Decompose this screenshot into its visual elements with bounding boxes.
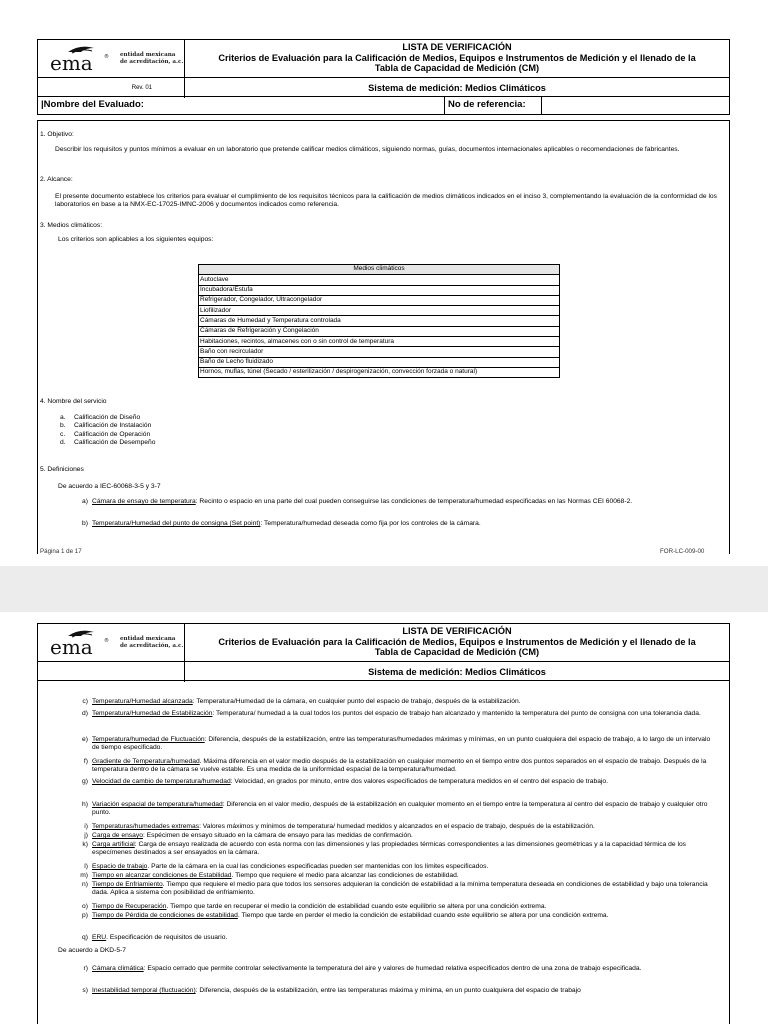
definition-term: Espacio de trabajo [92, 863, 148, 870]
definition-letter: h) [82, 801, 88, 808]
document-page-2 [0, 612, 768, 1024]
table-cell: Baño de Lecho fluidizado [199, 357, 560, 367]
definition-letter: o) [82, 903, 88, 910]
section-2-title: 2. Alcance: [40, 176, 73, 183]
service-item: Calificación de Desempeño [74, 439, 156, 447]
evaluated-row [37, 96, 730, 115]
section-4-title: 4. Nombre del servicio [40, 398, 107, 405]
definition-letter: i) [84, 823, 88, 830]
org-name-2: entidad mexicana de acreditación, a.c. [120, 636, 184, 649]
definition-letter: f) [83, 758, 88, 765]
table-cell: Liofilizador [199, 306, 560, 316]
definitions-reference-dkd: De acuerdo a DKD-5-7 [58, 947, 127, 954]
definition-item [82, 881, 716, 897]
table-cell: Incubadora/Estufa [199, 285, 560, 295]
definition-text: : Diferencia en el valor medio, después de la estabilización en cualquier momento en el tiempo entre la temperatura al centro del espacio de trabajo y cualquier otro punto. [92, 801, 708, 817]
definition-text: : Temperatura/humedad deseada como fija por los controles de la cámara. [260, 520, 481, 527]
table-cell: Hornos, muflas, túnel (Secado / esterilización / despirogenización, convección forzada o natural) [199, 367, 560, 377]
definition-item [82, 710, 716, 718]
section-3-title: 3. Medios climáticos: [40, 222, 103, 229]
definition-term: Variación espacial de temperatura/humedad [92, 801, 223, 808]
definition-letter: a) [82, 498, 88, 505]
measurement-system: Sistema de medición: Medios Climáticos [368, 83, 546, 93]
org-name: entidad mexicana de acreditación, a.c. [120, 52, 184, 65]
definition-term: Temperatura/Humedad del punto de consigna (Set point) [92, 520, 261, 527]
table-row [199, 295, 560, 305]
definition-term: Carga de ensayo [92, 832, 143, 839]
definition-term: Temperatura/Humedad de Estabilización [92, 710, 213, 717]
definition-text: : Valores máximos y mínimos de temperatura/ humedad medidos y alcanzados en el espacio de trabajo, después de la estabilización. [199, 823, 595, 830]
definition-item [82, 841, 716, 857]
definition-term: Temperatura/Humedad alcanzada [92, 698, 193, 705]
definition-text: : Temperatura/Humedad de la cámara, en cualquier punto del espacio de trabajo, después de la estabilización. [192, 698, 521, 705]
section-1-text: Describir los requisitos y puntos mínimos a evaluar en un laboratorio que pretende calificar medios climáticos, siguiendo normas, guías, documentos internacionales aplicables o recomendaciones de fabricantes. [55, 146, 680, 153]
table-cell: Habitaciones, recintos, almacenes con o sin control de temperatura [199, 337, 560, 347]
definition-item [84, 823, 716, 831]
table-row [199, 326, 560, 336]
table-row [199, 337, 560, 347]
definition-text: : Temperatura/ humedad a la cual todos los puntos del espacio de trabajo han alcanzado y mantenido la temperatura del punto de consigna con una tolerancia dada. [212, 710, 701, 717]
definition-item [82, 987, 716, 995]
definitions-reference-iec: De acuerdo a IEC-60068-3-5 y 3-7 [58, 483, 161, 490]
definition-term: Inestabilidad temporal (fluctuación) [92, 987, 196, 994]
definition-term: Temperatura/humedad de Fluctuación [92, 736, 205, 743]
page-header [37, 39, 730, 97]
svg-text:®: ® [104, 638, 109, 644]
ema-logo-icon [48, 43, 110, 75]
definition-text: : Diferencia, después de la estabilización, entre las temperaturas/humedades máximas y mínimas, en un punto cualquiera del espacio de trabajo, a lo largo de un intervalo de tiempo especificado. [92, 736, 711, 752]
table-row [199, 316, 560, 326]
service-letter: b. [60, 422, 66, 430]
definition-letter: l) [84, 863, 88, 870]
climatic-media-table [198, 264, 560, 378]
section-5-title: 5. Definiciones [40, 466, 84, 473]
definition-term: Carga artificial [92, 841, 135, 848]
definition-item [82, 801, 716, 817]
table-cell: Autoclave [199, 275, 560, 285]
definition-item [82, 934, 716, 942]
definition-term: Gradiente de Temperatura/humedad [92, 758, 200, 765]
service-item: Calificación de Diseño [74, 414, 141, 421]
definition-letter: s) [82, 987, 88, 994]
definition-letter: b) [82, 520, 88, 527]
page-header-2 [37, 623, 730, 681]
measurement-system-2: Sistema de medición: Medios Climáticos [368, 667, 546, 677]
definition-letter: p) [82, 912, 88, 919]
definition-text: : Espacio cerrado que permite controlar selectivamente la temperatura del aire y valores de humedad relativa especificados dentro de una zona de trabajo especificada. [143, 965, 642, 972]
definition-text: . Máxima diferencia en el valor medio después de la estabilización en cualquier momento en el tiempo entre dos puntos separados en el espacio de trabajo. Después de la temperatura dentro de la cámara se vuelve estable. Es una medida de la uniformidad espacial de la temperatura/humedad. [92, 758, 707, 774]
definition-text: . Tiempo que tarde en perder el medio la condición de estabilidad cuando este equilibrio se altera por una condición extrema. [237, 912, 609, 919]
page-number: Página 1 de 17 [40, 548, 82, 555]
definition-text: . Parte de la cámara en la cual las condiciones especificadas pueden ser mantenidas con los límites especificados. [147, 863, 489, 870]
definition-letter: e) [82, 736, 88, 743]
table-row [199, 275, 560, 285]
logo-cell-2 [38, 624, 185, 662]
evaluated-name-field[interactable]: |Nombre del Evaluado: [38, 96, 445, 114]
definition-item [83, 758, 716, 774]
logo-wordmark: ema [50, 51, 93, 75]
definition-item [82, 903, 716, 911]
definition-item [82, 778, 716, 786]
definition-item [80, 872, 716, 880]
table-cell: Baño con recirculador [199, 347, 560, 357]
definition-letter: m) [80, 872, 88, 879]
definition-term: Cámara climática [92, 965, 144, 972]
definition-term: Temperaturas/humedades extremas [92, 823, 200, 830]
table-row [199, 306, 560, 316]
logo-cell [38, 40, 185, 78]
definition-text: . Tiempo que requiere el medio para alcanzar las condiciones de estabilidad. [231, 872, 459, 879]
service-letter: c. [60, 430, 66, 438]
definition-letter: k) [82, 841, 88, 848]
table-header: Medios climáticos [199, 265, 560, 275]
definition-item [82, 698, 716, 706]
definition-term: Cámara de ensayo de temperatura [92, 498, 196, 505]
definition-text: . Tiempo que tarde en recuperar el medio la condición de estabilidad cuando este equilibrio se altera por una condición extrema. [166, 903, 547, 910]
definition-term: Velocidad de cambio de temperatura/humedad [92, 778, 231, 785]
document-title: LISTA DE VERIFICACIÓN Criterios de Evaluación para la Calificación de Medios, Equipos e Instrumentos de Medición y el llenado de la Tabla de Capacidad de Medición (CM) [185, 40, 729, 78]
section-1-title: 1. Objetivo: [40, 131, 74, 138]
section-2-text: El presente documento establece los criterios para evaluar el cumplimiento de los requisitos técnicos para la calificación de medios climáticos indicados en el inciso 3, complementando la evaluación de la conformidad de los laboratorios en base a la NMX-EC-17025-IMNC-2006 y documentos indicados como referencia. [55, 193, 717, 209]
definition-item [82, 520, 712, 528]
document-title-2: LISTA DE VERIFICACIÓN Criterios de Evaluación para la Calificación de Medios, Equipos e Instrumentos de Medición y el llenado de la Tabla de Capacidad de Medición (CM) [185, 624, 729, 662]
definition-term: Tiempo de Pérdida de condiciones de estabilidad [92, 912, 238, 919]
definition-text: : Velocidad, en grados por minuto, entre dos valores especificados de temperatura medidos en el centro del espacio de trabajo. [230, 778, 608, 785]
service-letter: d. [60, 439, 66, 447]
table-cell: Refrigerador, Congelador, Ultracongelador [199, 295, 560, 305]
definition-letter: r) [83, 965, 88, 972]
table-row [199, 357, 560, 367]
definition-text: : Carga de ensayo realizada de acuerdo con esta norma con las dimensiones y las propiedades térmicas correspondientes a las dimensiones geométricas y a la capacidad térmica de los especímenes destinados a ser ensayados en la cámara. [92, 841, 687, 857]
form-code: FOR-LC-009-00 [660, 548, 705, 555]
definition-text: : Espécimen de ensayo situado en la cámara de ensayo para las medidas de confirmación. [142, 832, 413, 839]
definition-letter: j) [84, 832, 88, 839]
definition-term: Tiempo de Recuperación [92, 903, 167, 910]
svg-text:®: ® [104, 54, 109, 60]
section-3-text: Los criterios son aplicables a los siguientes equipos: [58, 236, 214, 243]
definition-item [84, 863, 716, 871]
table-row [199, 367, 560, 377]
table-cell: Cámaras de Humedad y Temperatura controlada [199, 316, 560, 326]
definition-item [84, 832, 716, 840]
definition-letter: g) [82, 778, 88, 785]
definition-text: . Tiempo que requiere el medio para que todos los sensores adquieran la condición de estabilidad a la mínima temperatura deseada en condiciones de estabilidad y bajo una tolerancia dada. Aplica a sistema con posibilidad de enfriamiento. [92, 881, 708, 897]
service-letter: a. [60, 414, 66, 421]
definition-text: : Recinto o espacio en una parte del cual pueden conseguirse las condiciones de temperatura/humedad especificadas en las Normas CEI 60068-2. [195, 498, 633, 505]
definition-letter: d) [82, 710, 88, 717]
ema-logo-icon-2 [48, 627, 110, 659]
definition-letter: c) [82, 698, 88, 705]
definition-item [82, 736, 716, 752]
service-item: Calificación de Operación [74, 430, 151, 438]
table-cell: Cámaras de Refrigeración y Congelación [199, 326, 560, 336]
definition-text: : Diferencia, después de la estabilización, entre las temperaturas máxima y mínima, en un punto cualquiera del espacio de trabajo [195, 987, 581, 994]
revision-label-2 [38, 662, 185, 682]
table-row [199, 347, 560, 357]
definition-item [82, 912, 716, 920]
definition-letter: q) [82, 934, 88, 941]
definition-term: Tiempo de Enfriamiento [92, 881, 163, 888]
definition-item [83, 965, 716, 973]
reference-number-field[interactable]: No de referencia: [445, 96, 542, 114]
definition-term: Tiempo en alcanzar condiciones de Estabilidad [92, 872, 232, 879]
definition-item [82, 498, 712, 506]
revision-label: Rev. 01 [38, 78, 185, 98]
logo-wordmark-2: ema [50, 635, 93, 659]
definition-term: ERU [92, 934, 107, 941]
service-item: Calificación de Instalación [74, 422, 152, 430]
table-row [199, 285, 560, 295]
definition-letter: n) [82, 881, 88, 888]
definition-text: . Especificación de requisitos de usuario. [106, 934, 228, 941]
